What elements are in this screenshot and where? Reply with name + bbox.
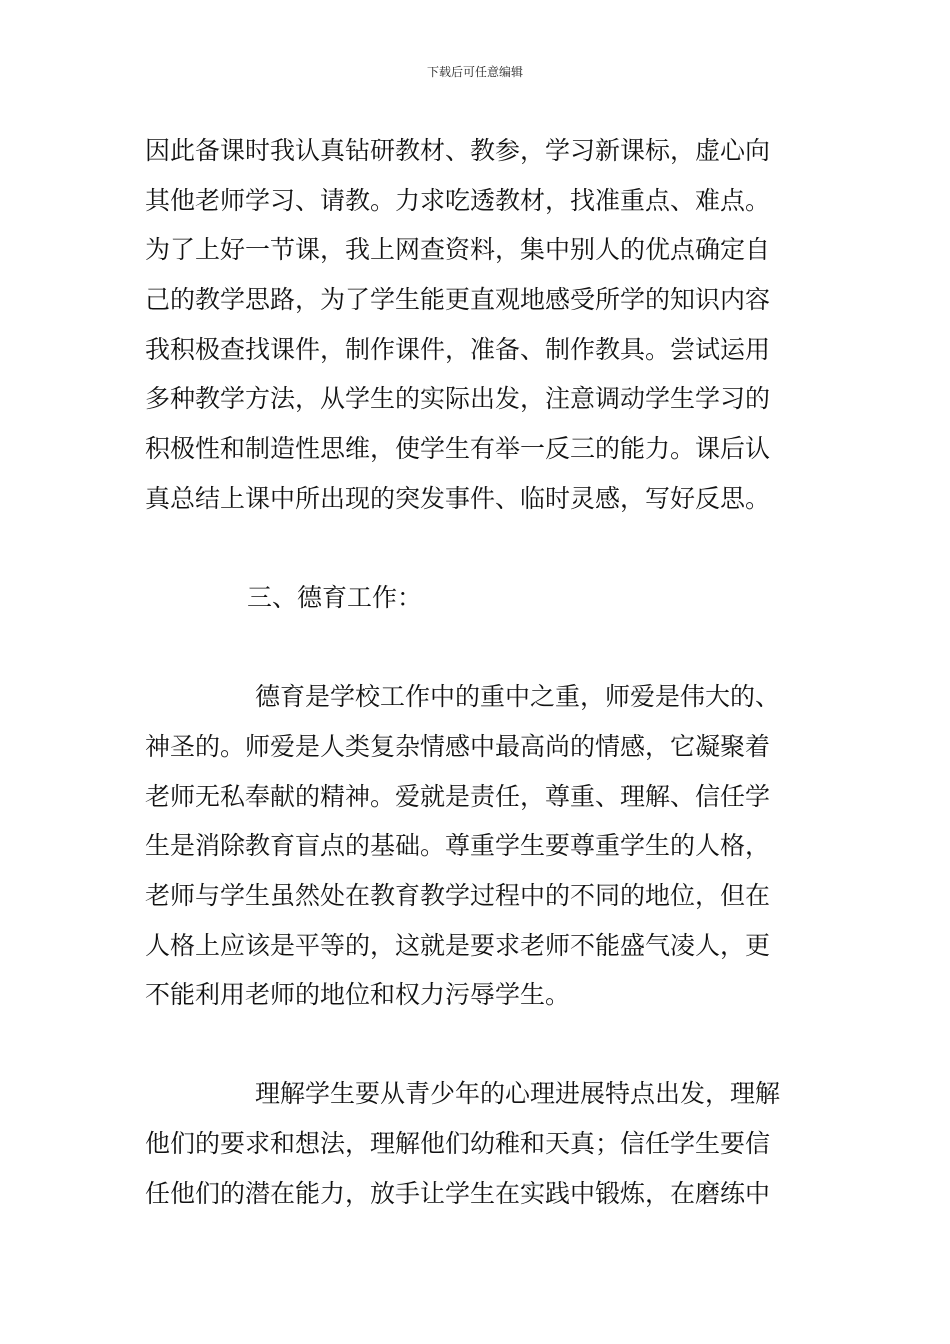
paragraph-line: 因此备课时我认真钻研教材、教参，学习新课标，虚心向 bbox=[145, 136, 771, 165]
paragraph-line: 人格上应该是平等的，这就是要求老师不能盛气凌人，更 bbox=[145, 931, 771, 960]
paragraph-line: 其他老师学习、请教。力求吃透教材，找准重点、难点。 bbox=[145, 186, 771, 215]
paragraph-line: 生是消除教育盲点的基础。尊重学生要尊重学生的人格， bbox=[145, 831, 771, 860]
paragraph-line: 德育是学校工作中的重中之重，师爱是伟大的、 bbox=[255, 682, 781, 711]
paragraph-line: 积极性和制造性思维，使学生有举一反三的能力。课后认 bbox=[145, 434, 771, 463]
paragraph-line: 多种教学方法，从学生的实际出发，注意调动学生学习的 bbox=[145, 384, 771, 413]
paragraph-line: 为了上好一节课，我上网查资料，集中别人的优点确定自 bbox=[145, 235, 771, 264]
paragraph-line: 真总结上课中所出现的突发事件、临时灵感，写好反思。 bbox=[145, 484, 771, 513]
section-heading: 三、德育工作： bbox=[247, 583, 423, 612]
paragraph-line: 己的教学思路，为了学生能更直观地感受所学的知识内容 bbox=[145, 285, 771, 314]
paragraph-line: 他们的要求和想法，理解他们幼稚和天真；信任学生要信 bbox=[145, 1129, 771, 1158]
paragraph-line: 任他们的潜在能力，放手让学生在实践中锻炼，在磨练中 bbox=[145, 1179, 771, 1208]
paragraph-line: 不能利用老师的地位和权力污辱学生。 bbox=[145, 980, 571, 1009]
paragraph-line: 我积极查找课件，制作课件，准备、制作教具。尝试运用 bbox=[145, 335, 771, 364]
paragraph-line: 理解学生要从青少年的心理进展特点出发，理解 bbox=[255, 1079, 781, 1108]
paragraph-line: 老师无私奉献的精神。爱就是责任，尊重、理解、信任学 bbox=[145, 782, 771, 811]
page-header: 下载后可任意编辑 bbox=[426, 65, 523, 79]
paragraph-line: 老师与学生虽然处在教育教学过程中的不同的地位，但在 bbox=[145, 881, 771, 910]
paragraph-line: 神圣的。师爱是人类复杂情感中最高尚的情感，它凝聚着 bbox=[145, 732, 771, 761]
